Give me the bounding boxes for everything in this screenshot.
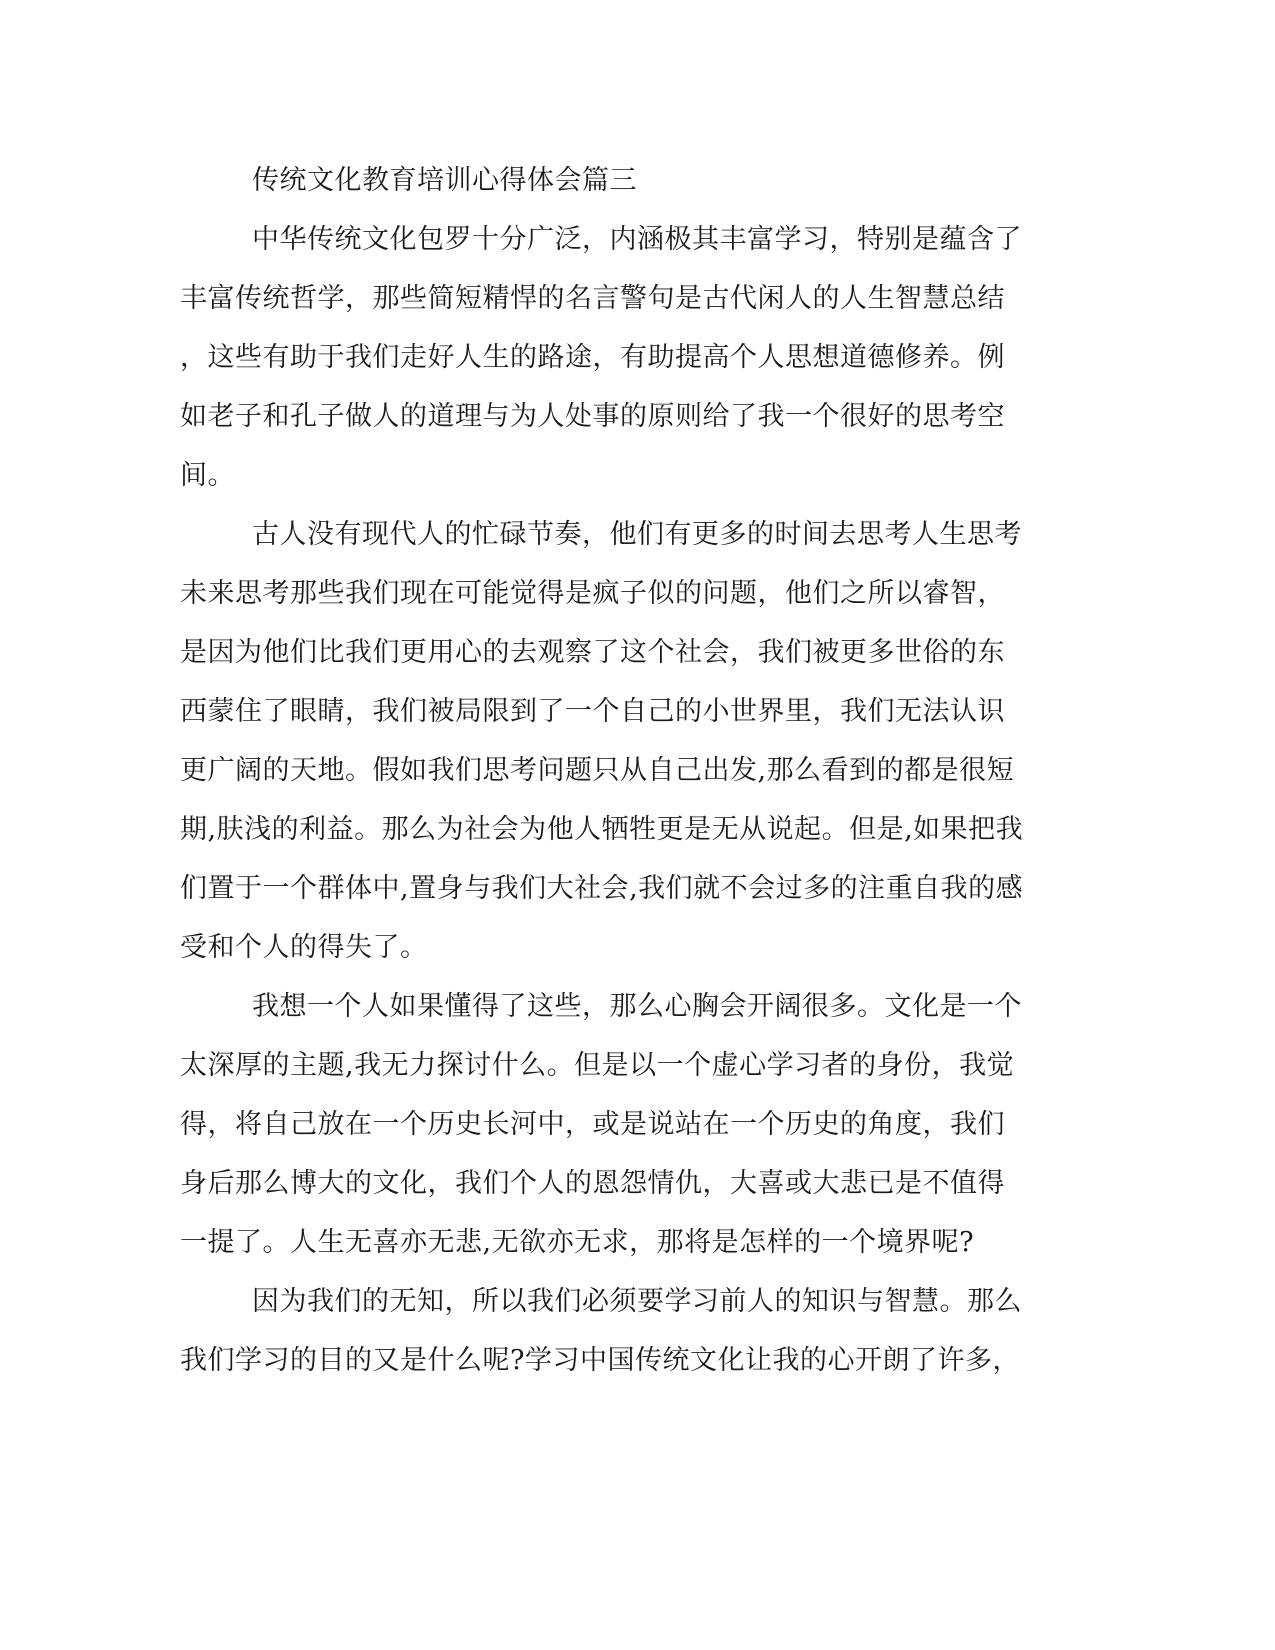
text-line: 未来思考那些我们现在可能觉得是疯子似的问题，他们之所以睿智，: [180, 578, 1005, 609]
text-line: 我想一个人如果懂得了这些，那么心胸会开阔很多。文化是一个: [252, 991, 1022, 1022]
text-line: 身后那么博大的文化，我们个人的恩怨情仇，大喜或大悲已是不值得: [180, 1168, 1005, 1199]
text-line: 因为我们的无知，所以我们必须要学习前人的知识与智慧。那么: [252, 1286, 1022, 1317]
text-line: 如老子和孔子做人的道理与为人处事的原则给了我一个很好的思考空: [180, 401, 1005, 432]
text-line: 受和个人的得失了。: [180, 932, 428, 963]
text-line: 间。: [180, 460, 235, 491]
text-line: 古人没有现代人的忙碌节奏，他们有更多的时间去思考人生思考: [252, 519, 1022, 550]
text-line: 中华传统文化包罗十分广泛，内涵极其丰富学习，特别是蕴含了: [252, 224, 1022, 255]
text-line: 我们学习的目的又是什么呢?学习中国传统文化让我的心开朗了许多，: [180, 1345, 1020, 1376]
text-line: 丰富传统哲学，那些简短精悍的名言警句是古代闲人的人生智慧总结: [180, 283, 1005, 314]
text-line: 期,肤浅的利益。那么为社会为他人牺牲更是无从说起。但是,如果把我: [180, 814, 1024, 845]
text-line: 更广阔的天地。假如我们思考问题只从自己出发,那么看到的都是很短: [180, 755, 1015, 786]
text-line: 西蒙住了眼睛，我们被局限到了一个自己的小世界里，我们无法认识: [180, 696, 1005, 727]
text-line: 一提了。人生无喜亦无悲,无欲亦无求，那将是怎样的一个境界呢?: [180, 1227, 975, 1258]
text-line: 们置于一个群体中,置身与我们大社会,我们就不会过多的注重自我的感: [180, 873, 1024, 904]
document-title: 传统文化教育培训心得体会篇三: [252, 165, 637, 196]
text-line: 是因为他们比我们更用心的去观察了这个社会，我们被更多世俗的东: [180, 637, 1005, 668]
text-line: 得，将自己放在一个历史长河中，或是说站在一个历史的角度，我们: [180, 1109, 1005, 1140]
text-line: 太深厚的主题,我无力探讨什么。但是以一个虚心学习者的身份，我觉: [180, 1050, 1015, 1081]
text-line: ，这些有助于我们走好人生的路途，有助提高个人思想道德修养。例: [180, 342, 1005, 373]
